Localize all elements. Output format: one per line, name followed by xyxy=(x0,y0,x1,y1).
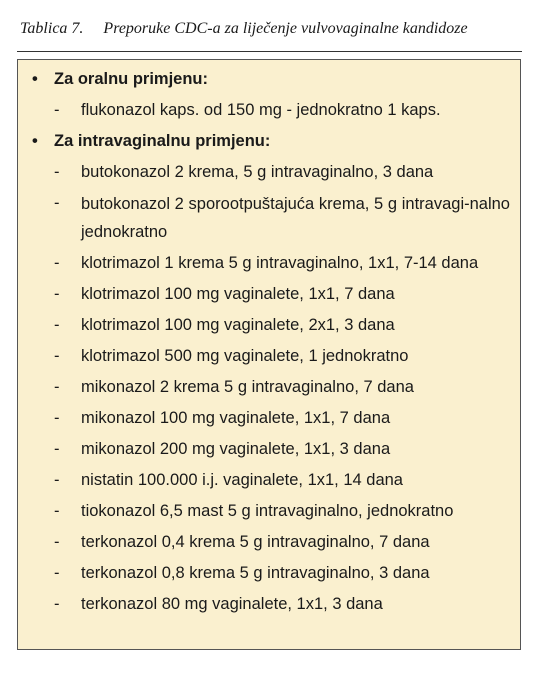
table-number: Tablica 7. xyxy=(20,20,84,37)
dash-icon: - xyxy=(54,533,60,551)
list-item-text: klotrimazol 500 mg vaginalete, 1 jednokratno xyxy=(81,347,409,365)
section-heading-label: Za intravaginalnu primjenu: xyxy=(54,132,271,150)
list-item xyxy=(30,188,510,248)
list-item-text: mikonazol 200 mg vaginalete, 1x1, 3 dana xyxy=(81,440,391,458)
list-item xyxy=(30,248,510,279)
list-item-text: tiokonazol 6,5 mast 5 g intravaginalno, jednokratno xyxy=(81,502,454,520)
section-heading-label: Za oralnu primjenu: xyxy=(54,70,209,88)
table-title: Preporuke CDC-a za liječenje vulvovaginalne kandidoze xyxy=(103,20,468,37)
list-item xyxy=(30,496,510,527)
list-item xyxy=(30,527,510,558)
list-item-text: mikonazol 100 mg vaginalete, 1x1, 7 dana xyxy=(81,409,391,427)
table-content xyxy=(30,64,510,620)
dash-icon: - xyxy=(54,316,60,334)
list-item xyxy=(30,341,510,372)
dash-icon: - xyxy=(54,347,60,365)
dash-icon: - xyxy=(54,194,60,212)
caption-rule xyxy=(17,51,522,52)
dash-icon: - xyxy=(54,285,60,303)
list-item-text: mikonazol 2 krema 5 g intravaginalno, 7 dana xyxy=(81,378,414,396)
section-oral-heading xyxy=(30,64,510,95)
dash-icon: - xyxy=(54,471,60,489)
dash-icon: - xyxy=(54,595,60,613)
list-item-text: butokonazol 2 sporootpuštajuća krema, 5 g intravagi-nalno jednokratno xyxy=(81,195,510,241)
list-item xyxy=(30,465,510,496)
list-item-text: klotrimazol 100 mg vaginalete, 1x1, 7 dana xyxy=(81,285,395,303)
list-item xyxy=(30,589,510,620)
dash-icon: - xyxy=(54,254,60,272)
list-item xyxy=(30,434,510,465)
bullet-icon: • xyxy=(32,70,38,88)
list-item-text: butokonazol 2 krema, 5 g intravaginalno, 3 dana xyxy=(81,163,434,181)
list-item xyxy=(30,372,510,403)
dash-icon: - xyxy=(54,101,60,119)
list-item xyxy=(30,403,510,434)
table-box xyxy=(17,59,521,650)
list-item-text: klotrimazol 100 mg vaginalete, 2x1, 3 dana xyxy=(81,316,395,334)
list-item xyxy=(30,279,510,310)
table-caption xyxy=(20,20,468,38)
dash-icon: - xyxy=(54,564,60,582)
list-item-text: terkonazol 0,4 krema 5 g intravaginalno, 7 dana xyxy=(81,533,430,551)
list-item-text: terkonazol 80 mg vaginalete, 1x1, 3 dana xyxy=(81,595,383,613)
list-item-text: klotrimazol 1 krema 5 g intravaginalno, 1x1, 7-14 dana xyxy=(81,254,479,272)
dash-icon: - xyxy=(54,378,60,396)
section-intravaginal-heading xyxy=(30,126,510,157)
bullet-icon: • xyxy=(32,132,38,150)
list-item-text: nistatin 100.000 i.j. vaginalete, 1x1, 14 dana xyxy=(81,471,403,489)
dash-icon: - xyxy=(54,440,60,458)
list-item-text: terkonazol 0,8 krema 5 g intravaginalno, 3 dana xyxy=(81,564,430,582)
dash-icon: - xyxy=(54,502,60,520)
list-item xyxy=(30,310,510,341)
dash-icon: - xyxy=(54,409,60,427)
list-item xyxy=(30,157,510,188)
list-item-text: flukonazol kaps. od 150 mg - jednokratno 1 kaps. xyxy=(81,101,441,119)
dash-icon: - xyxy=(54,163,60,181)
list-item xyxy=(30,95,510,126)
list-item xyxy=(30,558,510,589)
